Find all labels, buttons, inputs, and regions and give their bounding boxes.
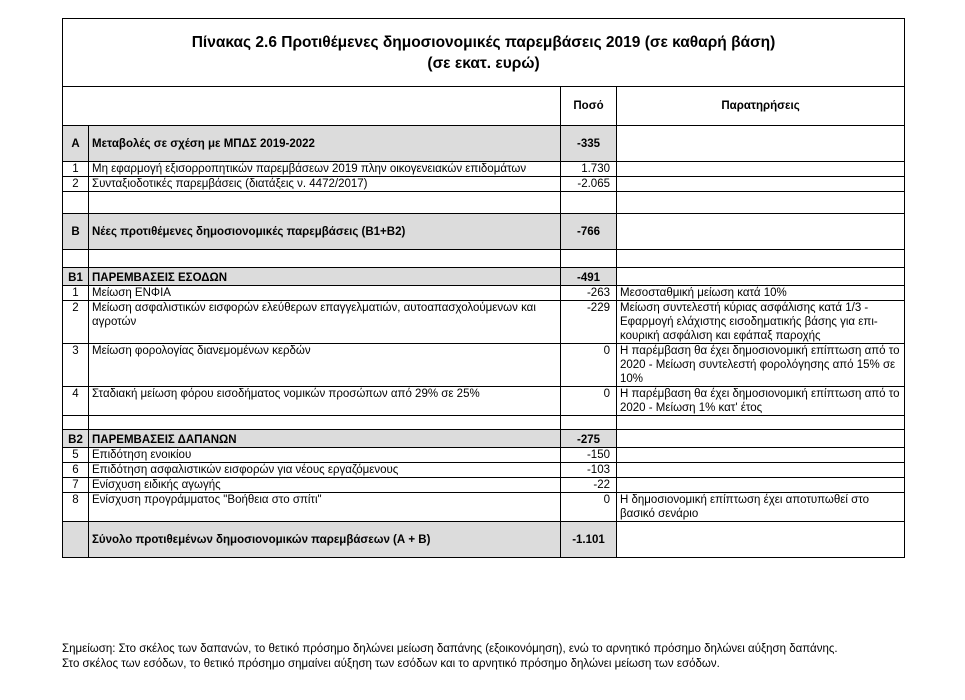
header-description [63, 87, 561, 126]
row-description: Σταδιακή μείωση φόρου εισοδήματος νομικών προσώπων από 29% σε 25% [89, 387, 561, 416]
total-title: Σύνολο προτιθεμένων δημοσιονομικών παρεμβάσεων (Α + Β) [89, 522, 561, 558]
row-description: Συνταξιοδοτικές παρεμβάσεις (διατάξεις ν. 4472/2017) [89, 177, 561, 192]
row-number: 7 [63, 478, 89, 493]
table-title-line1: Πίνακας 2.6 Προτιθέμενες δημοσιονομικές παρεμβάσεις 2019 (σε καθαρή βάση) [191, 33, 776, 51]
spacer-row [63, 192, 905, 214]
row-remark [617, 177, 905, 192]
section-b2-row [63, 430, 905, 448]
table-row [63, 344, 905, 387]
row-remark: Η παρέμβαση θα έχει δημοσιονομική επίπτωση από το 2020 - Μείωση 1% κατ' έτος [617, 387, 905, 416]
row-amount: 0 [561, 387, 617, 416]
table-row [63, 478, 905, 493]
section-b2-remark [617, 430, 905, 448]
table-row [63, 387, 905, 416]
table-row [63, 177, 905, 192]
section-b2-label: B2 [63, 430, 89, 448]
section-b-title: Νέες προτιθέμενες δημοσιονομικές παρεμβάσεις (Β1+Β2) [89, 214, 561, 250]
section-b1-amount: -491 [561, 268, 617, 286]
row-number: 1 [63, 162, 89, 177]
footnote-line2: Στο σκέλος των εσόδων, το θετικό πρόσημο σημαίνει αύξηση των εσόδων και το αρνητικό πρόσημο δηλώνει μείωση των εσόδων. [62, 658, 720, 670]
section-b2-amount: -275 [561, 430, 617, 448]
table-title [63, 19, 905, 87]
total-remark [617, 522, 905, 558]
section-a-label: A [63, 126, 89, 162]
spacer-row [63, 416, 905, 430]
row-description: Μείωση ΕΝΦΙΑ [89, 286, 561, 301]
row-amount: -22 [561, 478, 617, 493]
row-number: 6 [63, 463, 89, 478]
section-b1-title: ΠΑΡΕΜΒΑΣΕΙΣ ΕΣΟΔΩΝ [89, 268, 561, 286]
table-row [63, 448, 905, 463]
fiscal-interventions-table-container [62, 18, 904, 558]
row-number: 2 [63, 177, 89, 192]
row-amount: 1.730 [561, 162, 617, 177]
row-remark: Μεσοσταθμική μείωση κατά 10% [617, 286, 905, 301]
section-b-label: B [63, 214, 89, 250]
section-b-remark [617, 214, 905, 250]
row-remark [617, 448, 905, 463]
row-remark: Μείωση συντελεστή κύριας ασφάλισης κατά 1/3 - Εφαρμογή ελάχιστης εισοδηματικής βάσης για επι-κουρική ασφάλιση και εφάπαξ παροχής [617, 301, 905, 344]
row-amount: -150 [561, 448, 617, 463]
section-b2-title: ΠΑΡΕΜΒΑΣΕΙΣ ΔΑΠΑΝΩΝ [89, 430, 561, 448]
row-number: 3 [63, 344, 89, 387]
row-number: 1 [63, 286, 89, 301]
row-amount: -103 [561, 463, 617, 478]
section-a-row [63, 126, 905, 162]
table-row [63, 301, 905, 344]
row-amount: -263 [561, 286, 617, 301]
row-description: Ενίσχυση ειδικής αγωγής [89, 478, 561, 493]
section-a-amount: -335 [561, 126, 617, 162]
header-row [63, 87, 905, 126]
row-description: Επιδότηση ασφαλιστικών εισφορών για νέους εργαζόμενους [89, 463, 561, 478]
total-label [63, 522, 89, 558]
row-number: 8 [63, 493, 89, 522]
row-remark: Η δημοσιονομική επίπτωση έχει αποτυπωθεί στο βασικό σενάριο [617, 493, 905, 522]
table-row [63, 162, 905, 177]
footnote-line1: Σημείωση: Στο σκέλος των δαπανών, το θετικό πρόσημο δηλώνει μείωση δαπάνης (εξοικονόμηση), ενώ το αρνητικό πρόσημο δηλώνει αύξηση δαπάνης. [62, 643, 838, 655]
row-amount: -229 [561, 301, 617, 344]
section-b1-label: B1 [63, 268, 89, 286]
section-b1-remark [617, 268, 905, 286]
spacer-row [63, 250, 905, 268]
total-amount: -1.101 [561, 522, 617, 558]
section-a-title: Μεταβολές σε σχέση με ΜΠΔΣ 2019-2022 [89, 126, 561, 162]
table-row [63, 286, 905, 301]
table-row [63, 493, 905, 522]
row-amount: -2.065 [561, 177, 617, 192]
row-amount: 0 [561, 493, 617, 522]
row-number: 4 [63, 387, 89, 416]
row-description: Επιδότηση ενοικίου [89, 448, 561, 463]
table-footnote [62, 642, 922, 672]
total-row [63, 522, 905, 558]
table-row [63, 463, 905, 478]
section-b-amount: -766 [561, 214, 617, 250]
row-remark [617, 463, 905, 478]
table-title-line2: (σε εκατ. ευρώ) [427, 54, 540, 72]
row-remark [617, 478, 905, 493]
header-remarks: Παρατηρήσεις [617, 87, 905, 126]
row-amount: 0 [561, 344, 617, 387]
row-remark [617, 162, 905, 177]
section-b1-row [63, 268, 905, 286]
section-a-remark [617, 126, 905, 162]
section-b-row [63, 214, 905, 250]
header-amount: Ποσό [561, 87, 617, 126]
title-row [63, 19, 905, 87]
row-remark: Η παρέμβαση θα έχει δημοσιονομική επίπτωση από το 2020 - Μείωση συντελεστή φορολόγησης από 15% σε 10% [617, 344, 905, 387]
row-number: 5 [63, 448, 89, 463]
fiscal-interventions-table [62, 18, 905, 558]
row-description: Μείωση ασφαλιστικών εισφορών ελεύθερων επαγγελματιών, αυτοαπασχολούμενων και αγροτών [89, 301, 561, 344]
row-description: Μη εφαρμογή εξισορροπητικών παρεμβάσεων 2019 πλην οικογενειακών επιδομάτων [89, 162, 561, 177]
row-description: Ενίσχυση προγράμματος "Βοήθεια στο σπίτι" [89, 493, 561, 522]
row-description: Μείωση φορολογίας διανεμομένων κερδών [89, 344, 561, 387]
row-number: 2 [63, 301, 89, 344]
